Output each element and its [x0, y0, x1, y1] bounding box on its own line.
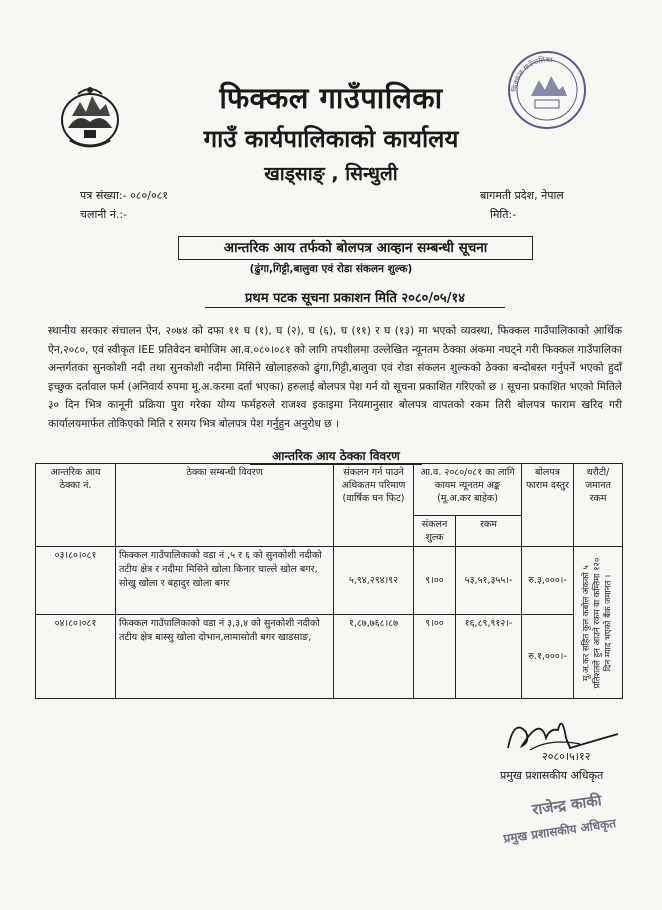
seal-text: फिक्कल गाउँपालिका — [510, 55, 553, 93]
contracts-table — [35, 463, 623, 699]
handwritten-signature-icon — [500, 708, 625, 766]
table-row — [36, 547, 623, 615]
cell-amount: १६,८९,९१२।- — [456, 615, 522, 699]
signature-date: २०८०।५।१२ — [542, 750, 591, 763]
header-fee: संकलन शुल्क — [414, 516, 456, 547]
signatory-title: प्रमुख प्रशासकीय अधिकृत — [500, 769, 604, 782]
header-form-fee: बोलपत्र फाराम दस्तुर — [522, 464, 574, 547]
cell-deposit — [574, 547, 623, 699]
municipality-title: फिक्कल गाउँपालिका — [219, 81, 443, 115]
province: बागमती प्रदेश, नेपाल — [480, 189, 564, 202]
cell-fee: ९।०० — [414, 615, 456, 699]
municipality-seal-icon — [505, 40, 589, 136]
office-title: गाउँ कार्यपालिकाको कार्यालय — [203, 125, 459, 153]
cell-details: फिक्कल गाउँपालिकाको वडा नं ,५ र ६ को सुनकोशी नदीको तटीय क्षेत्र र नदीमा मिसिने खोला किनार चाल्ले खोल बगर, सोखु खोला र बहादुर खोला बगर — [116, 547, 334, 615]
deposit-note: मू.अ.कर सहित कुल कबोल अंकको ५ प्रतिशतले हुन आउने रकम वा कम्तिमा १२० दिन म्याद भएको बैंक जमानत । — [581, 557, 614, 688]
stamp-title: प्रमुख प्रशासकीय अधिकृत — [502, 816, 617, 846]
dispatch-number: चलानी नं.:- — [80, 208, 128, 221]
cell-form-fee: रु.३,०००।- — [522, 547, 574, 615]
cell-contract-no: ०४।८०।०८१ — [36, 615, 116, 699]
header-amount: रकम — [456, 516, 522, 547]
notice-body: स्थानीय सरकार संचालन ऐन, २०७४ को दफा ११ घ (१), घ (२), घ (६), घ (११) र घ (१३) मा भएको व्यवस्था, फिक्कल गाउँपालिकाको आर्थिक ऐन,२०८०, एवं स्वीकृत IEE प्रतिवेदन बमोजिम आ.व.०८०।०८१ को लागि तपशीलमा उल्लेखित न्यूनतम ठेक्का अंकमा नघट्ने गरी फिक्कल गाउँपालिका अन्तर्गतका सुनकोशी नदी तथा सुनकोशी नदीमा मिसिने खोलाहरुको ढुंगा,गिट्टी,बालुवा एवं रोडा संकलन शुल्कको ठेक्का बन्दोबस्त गर्नुपर्ने भएको हुदाँ इच्छुक दर्तावाल फर्म (अनिवार्य रुपमा मू.अ.करमा दर्ता भएका) हरुलाई बोलपत्र पेश गर्न यो सूचना प्रकाशित गरिएको छ । सूचना प्रकाशित भएको मितिले ३० दिन भित्र कानूनी प्रक्रिया पुरा गरेका योग्य फर्महरुले राजश्व इकाइमा नियमानुसार बोलपत्र वापतको रकम तिरी बोलपत्र फाराम खरिद गरी कार्यालयमार्फत तोकिएको मिति र समय भित्र बोलपत्र पेश गर्नुहुन अनुरोध छ । — [48, 325, 622, 430]
notice-title: आन्तरिक आय तर्फको बोलपत्र आव्हान सम्बन्धी सूचना — [178, 236, 533, 260]
header-details: ठेक्का सम्बन्धी विवरण — [116, 464, 334, 547]
cell-fee: ९।०० — [414, 547, 456, 615]
header-min-amount: आ.व. २०८०/०८१ का लागि कायम न्यूनतम अङ्क (मू.अ.कर बाहेक) — [414, 464, 522, 516]
date-field: मिति:- — [490, 208, 517, 221]
cell-amount: ५३,५१,३५५।- — [456, 547, 522, 615]
cell-contract-no: ०३।८०।०८१ — [36, 547, 116, 615]
letter-number: पत्र संख्या:- ०८०/०८१ — [80, 189, 169, 202]
cell-details: फिक्कल गाउँपालिकाको वडा नं ३,३,४ को सुनकोशी नदीको तटीय क्षेत्र बास्सु खोला दोभान,लामासोती बगर खाडसाङ, — [116, 615, 334, 699]
table-title: आन्तरिक आय ठेक्का विवरण — [250, 447, 422, 465]
cell-quantity: ५,९४,२९४।९२ — [334, 547, 414, 615]
publication-date: प्रथम पटक सूचना प्रकाशन मिति २०८०/०५/१४ — [205, 288, 505, 308]
header-contract-no: आन्तरिक आय ठेक्का नं. — [36, 464, 116, 547]
table-row — [36, 615, 623, 699]
header-deposit: धरौटी/ जमानत रकम — [574, 464, 623, 547]
stamp-name: राजेन्द्र काकी — [531, 791, 603, 819]
notice-subtitle: (ढुंगा,गिट्टी,बालुवा एवं रोडा संकलन शुल्क) — [249, 263, 413, 275]
cell-quantity: १,८७,७६८।८७ — [334, 615, 414, 699]
cell-form-fee: रु.१,०००।- — [522, 615, 574, 699]
location-title: खाड्साङ् , सिन्धुली — [264, 163, 398, 185]
header-quantity: संकलन गर्न पाउने अधिकतम परिमाण (वार्षिक घन फिट) — [334, 464, 414, 547]
